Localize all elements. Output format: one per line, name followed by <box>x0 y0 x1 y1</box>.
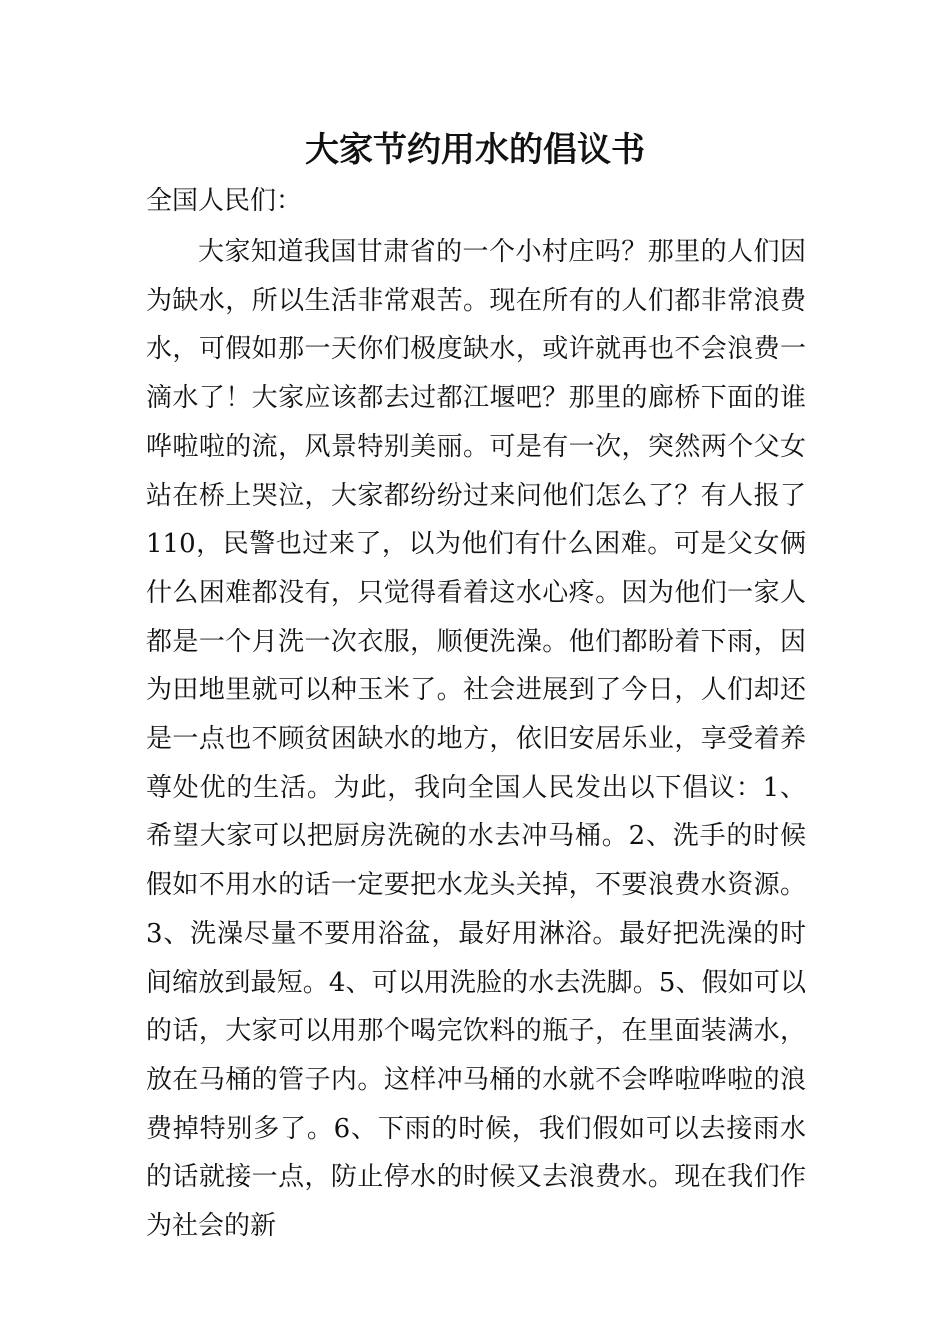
document-title: 大家节约用水的倡议书 <box>305 130 645 170</box>
salutation: 全国人民们： <box>146 186 303 216</box>
body-paragraph: 大家知道我国甘肃省的一个小村庄吗？那里的人们因为缺水，所以生活非常艰苦。现在所有的人们都非常浪费水，可假如那一天你们极度缺水，或许就再也不会浪费一滴水了！大家应该都去过都江堰吧？那里的廊桥下面的谁哗啦啦的流，风景特别美丽。可是有一次，突然两个父女站在桥上哭泣，大家都纷纷过来问他们怎么了？有人报了110，民警也过来了，以为他们有什么困难。可是父女俩什么困难都没有，只觉得看着这水心疼。因为他们一家人都是一个月洗一次衣服，顺便洗澡。他们都盼着下雨，因为田地里就可以种玉米了。社会进展到了今日，人们却还是一点也不顾贫困缺水的地方，依旧安居乐业，享受着养尊处优的生活。为此，我向全国人民发出以下倡议：1、希望大家可以把厨房洗碗的水去冲马桶。2、洗手的时候假如不用水的话一定要把水龙头关掉，不要浪费水资源。3、洗澡尽量不要用浴盆，最好用淋浴。最好把洗澡的时间缩放到最短。4、可以用洗脸的水去洗脚。5、假如可以的话，大家可以用那个喝完饮料的瓶子，在里面装满水，放在马桶的管子内。这样冲马桶的水就不会哗啦哗啦的浪费掉特别多了。6、下雨的时候，我们假如可以去接雨水的话就接一点，防止停水的时候又去浪费水。现在我们作为社会的新 <box>146 237 806 1242</box>
